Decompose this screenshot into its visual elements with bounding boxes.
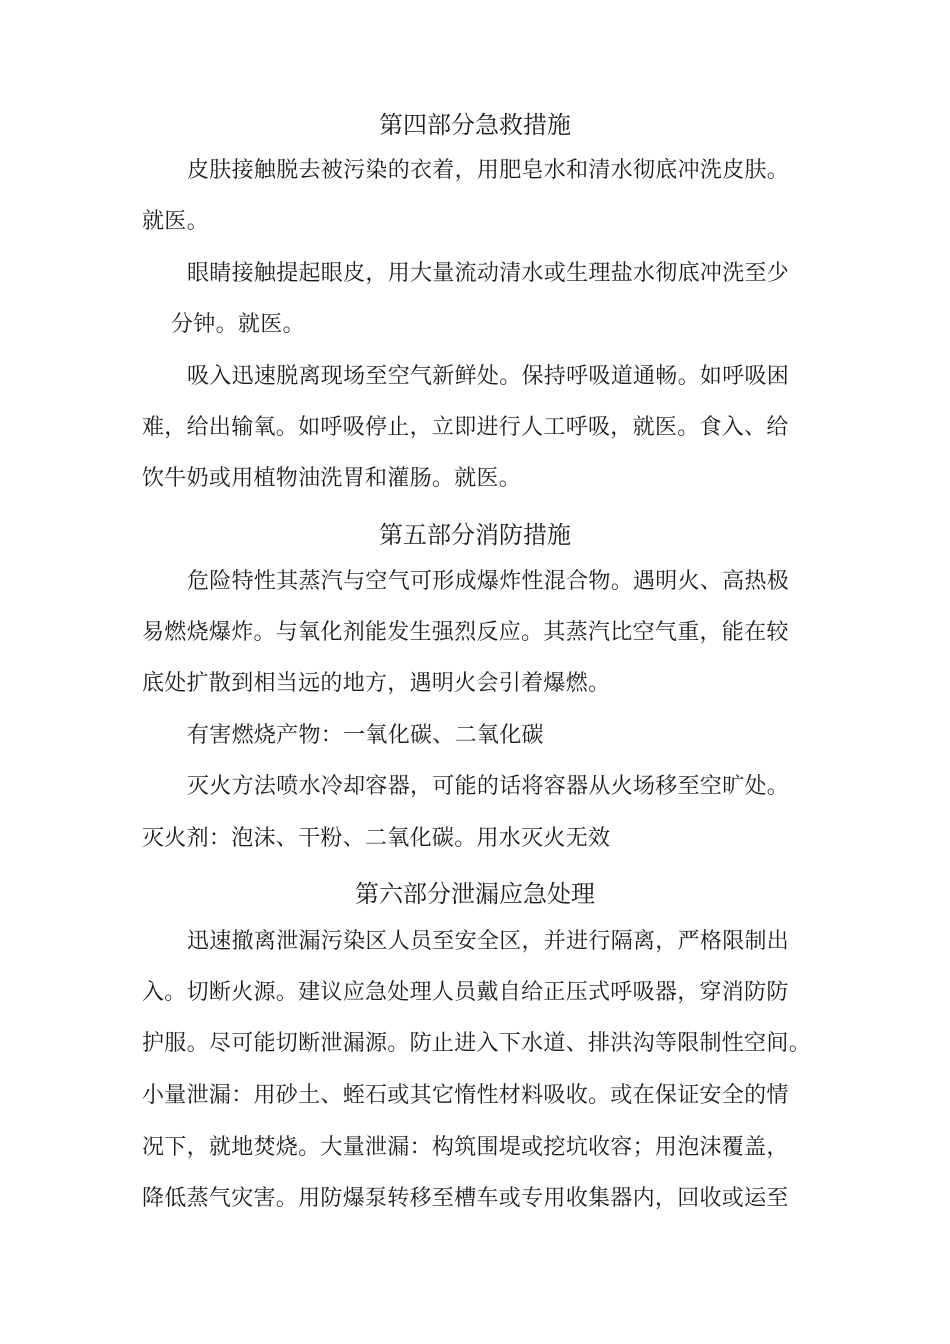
- paragraph-line: 灭火剂：泡沫、干粉、二氧化碳。用水灭火无效: [142, 826, 611, 851]
- paragraph-line: 就医。: [142, 209, 209, 234]
- paragraph-line: 底处扩散到相当远的地方，遇明火会引着爆燃。: [142, 671, 611, 696]
- paragraph-line: 皮肤接触脱去被污染的衣着，用肥皂水和清水彻底冲洗皮肤。: [187, 158, 790, 183]
- paragraph-line: 灭火方法喷水冷却容器，可能的话将容器从火场移至空旷处。: [187, 774, 790, 799]
- section-heading-fire-fighting: 第五部分消防措施: [379, 521, 571, 549]
- paragraph-line: 迅速撤离泄漏污染区人员至安全区，并进行隔离，严格限制出: [187, 929, 790, 954]
- paragraph-line: 有害燃烧产物：一氧化碳、二氧化碳: [187, 723, 544, 748]
- paragraph-line: 降低蒸气灾害。用防爆泵转移至槽车或专用收集器内，回收或运至: [142, 1186, 789, 1211]
- paragraph-line: 饮牛奶或用植物油洗胃和灌肠。就医。: [142, 466, 522, 491]
- paragraph-line: 况下，就地焚烧。大量泄漏：构筑围堤或挖坑收容；用泡沫覆盖，: [142, 1135, 789, 1160]
- section-heading-first-aid: 第四部分急救措施: [379, 111, 571, 139]
- paragraph-line: 危险特性其蒸汽与空气可形成爆炸性混合物。遇明火、高热极: [187, 569, 790, 594]
- section-heading-accidental-release: 第六部分泄漏应急处理: [355, 880, 595, 908]
- paragraph-line: 难，给出输氧。如呼吸停止，立即进行人工呼吸，就医。食入、给: [142, 415, 789, 440]
- paragraph-line: 吸入迅速脱离现场至空气新鲜处。保持呼吸道通畅。如呼吸困: [187, 364, 790, 389]
- paragraph-line: 易燃烧爆炸。与氧化剂能发生强烈反应。其蒸汽比空气重，能在较: [142, 620, 789, 645]
- paragraph-line: 分钟。就医。: [171, 312, 305, 337]
- paragraph-line: 小量泄漏：用砂土、蛭石或其它惰性材料吸收。或在保证安全的情: [142, 1083, 789, 1108]
- paragraph-line: 护服。尽可能切断泄漏源。防止进入下水道、排洪沟等限制性空间。: [142, 1031, 812, 1056]
- paragraph-line: 眼睛接触提起眼皮，用大量流动清水或生理盐水彻底冲洗至少: [187, 261, 790, 286]
- paragraph-line: 入。切断火源。建议应急处理人员戴自给正压式呼吸器，穿消防防: [142, 980, 789, 1005]
